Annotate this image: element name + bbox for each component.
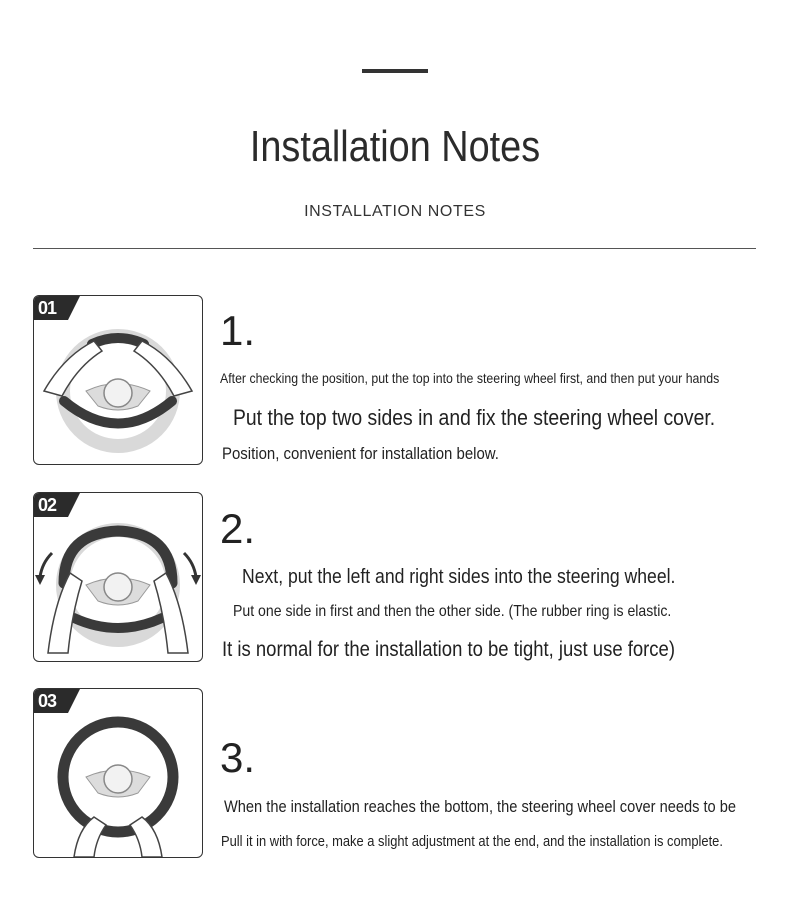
step-3-number: 3. [220, 734, 256, 781]
step-3-line-1: When the installation reaches the bottom, the steering wheel cover needs to be [224, 797, 737, 816]
step-2-line-1: Next, put the left and right sides into the steering wheel. [242, 566, 676, 588]
step-2-line-2: Put one side in first and then the other side. (The rubber ring is elastic. [233, 603, 672, 620]
step-2-badge: 02 [34, 493, 68, 517]
step-2-line-3: It is normal for the installation to be tight, just use force) [222, 638, 675, 661]
page-title: Installation Notes [249, 122, 541, 171]
top-accent-dash [362, 69, 428, 73]
step-2-number: 2. [220, 505, 256, 552]
step-2-illustration [33, 492, 203, 662]
step-1-illustration [33, 295, 203, 465]
step-1-line-1: After checking the position, put the top into the steering wheel first, and then put your hands [220, 370, 720, 386]
step-3-illustration [33, 688, 203, 858]
steering-wheel-hands-top-icon [34, 296, 202, 464]
step-1-number: 1. [220, 307, 256, 354]
step-3-badge: 03 [34, 689, 68, 713]
step-3-line-2: Pull it in with force, make a slight adjustment at the end, and the installation is complete. [221, 833, 723, 850]
page-subtitle: INSTALLATION NOTES [304, 203, 486, 220]
header-divider [33, 248, 756, 249]
steering-wheel-hands-sides-icon [34, 493, 202, 661]
step-1-line-2: Put the top two sides in and fix the steering wheel cover. [233, 405, 716, 430]
steering-wheel-hands-bottom-icon [34, 689, 202, 857]
step-1-badge: 01 [34, 296, 68, 320]
step-1-line-3: Position, convenient for installation below. [222, 444, 499, 463]
